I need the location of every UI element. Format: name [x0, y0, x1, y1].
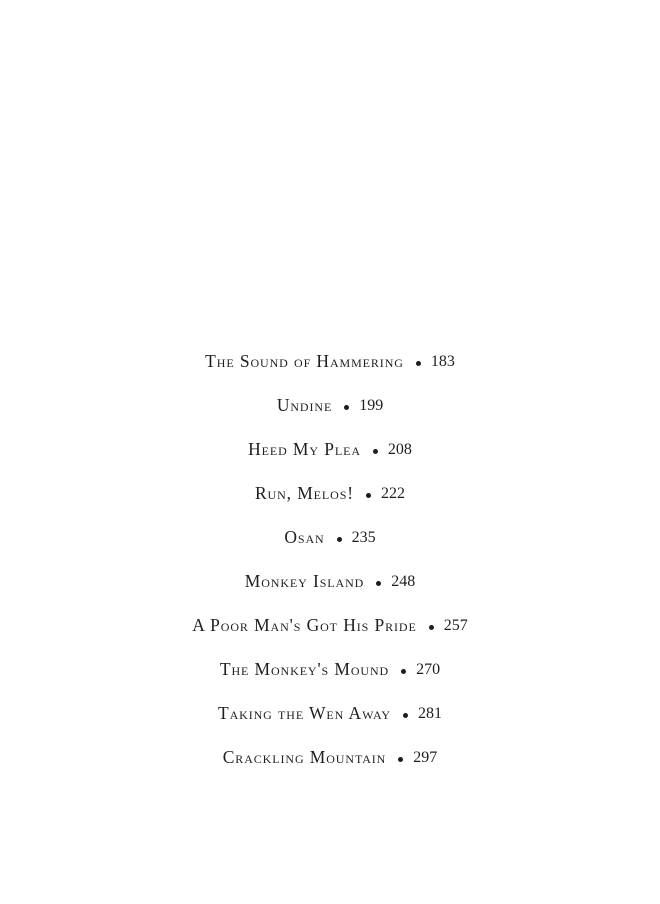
toc-entry-page-number: 199: [359, 397, 384, 414]
toc-entry-title: Crackling Mountain: [222, 747, 387, 768]
bullet-separator-icon: [373, 449, 378, 454]
bullet-separator-icon: [429, 625, 434, 630]
bullet-separator-icon: [401, 669, 406, 674]
toc-entry-title: The Monkey's Mound: [219, 659, 390, 680]
bullet-separator-icon: [403, 713, 408, 718]
toc-entry-title: Monkey Island: [244, 571, 365, 592]
toc-entry: [0, 692, 660, 736]
toc-entry-title: Taking the Wen Away: [218, 703, 391, 724]
toc-entry-title: The Sound of Hammering: [205, 351, 404, 372]
toc-entry-page-number: 270: [416, 661, 441, 678]
bullet-separator-icon: [366, 493, 371, 498]
toc-entry-title: Undine: [276, 395, 333, 416]
bullet-separator-icon: [376, 581, 381, 586]
bullet-separator-icon: [337, 537, 342, 542]
toc-entry-title: Run, Melos!: [254, 483, 355, 504]
toc-entry: [0, 472, 660, 516]
toc-entry-page-number: 248: [391, 573, 416, 590]
toc-entry: [0, 516, 660, 560]
toc-entry: [0, 604, 660, 648]
toc-entry: [0, 560, 660, 604]
toc-entry-page-number: 183: [430, 353, 455, 370]
toc-entry: [0, 428, 660, 472]
bullet-separator-icon: [344, 405, 349, 410]
bullet-separator-icon: [416, 361, 421, 366]
toc-entry: [0, 736, 660, 780]
toc-entry: [0, 340, 660, 384]
toc-entry-page-number: 281: [418, 705, 442, 722]
toc-entry-page-number: 297: [413, 749, 438, 766]
toc-entry-title: A Poor Man's Got His Pride: [192, 615, 417, 636]
bullet-separator-icon: [398, 757, 403, 762]
toc-entry-title: Heed My Plea: [248, 439, 361, 460]
toc-entry-page-number: 257: [443, 617, 468, 634]
toc-entry-page-number: 208: [387, 441, 412, 458]
toc-entry-page-number: 222: [381, 485, 406, 502]
toc-entry: [0, 648, 660, 692]
toc-entry-page-number: 235: [351, 529, 376, 546]
table-of-contents: [0, 340, 660, 780]
toc-entry: [0, 384, 660, 428]
toc-entry-title: Osan: [284, 527, 325, 548]
